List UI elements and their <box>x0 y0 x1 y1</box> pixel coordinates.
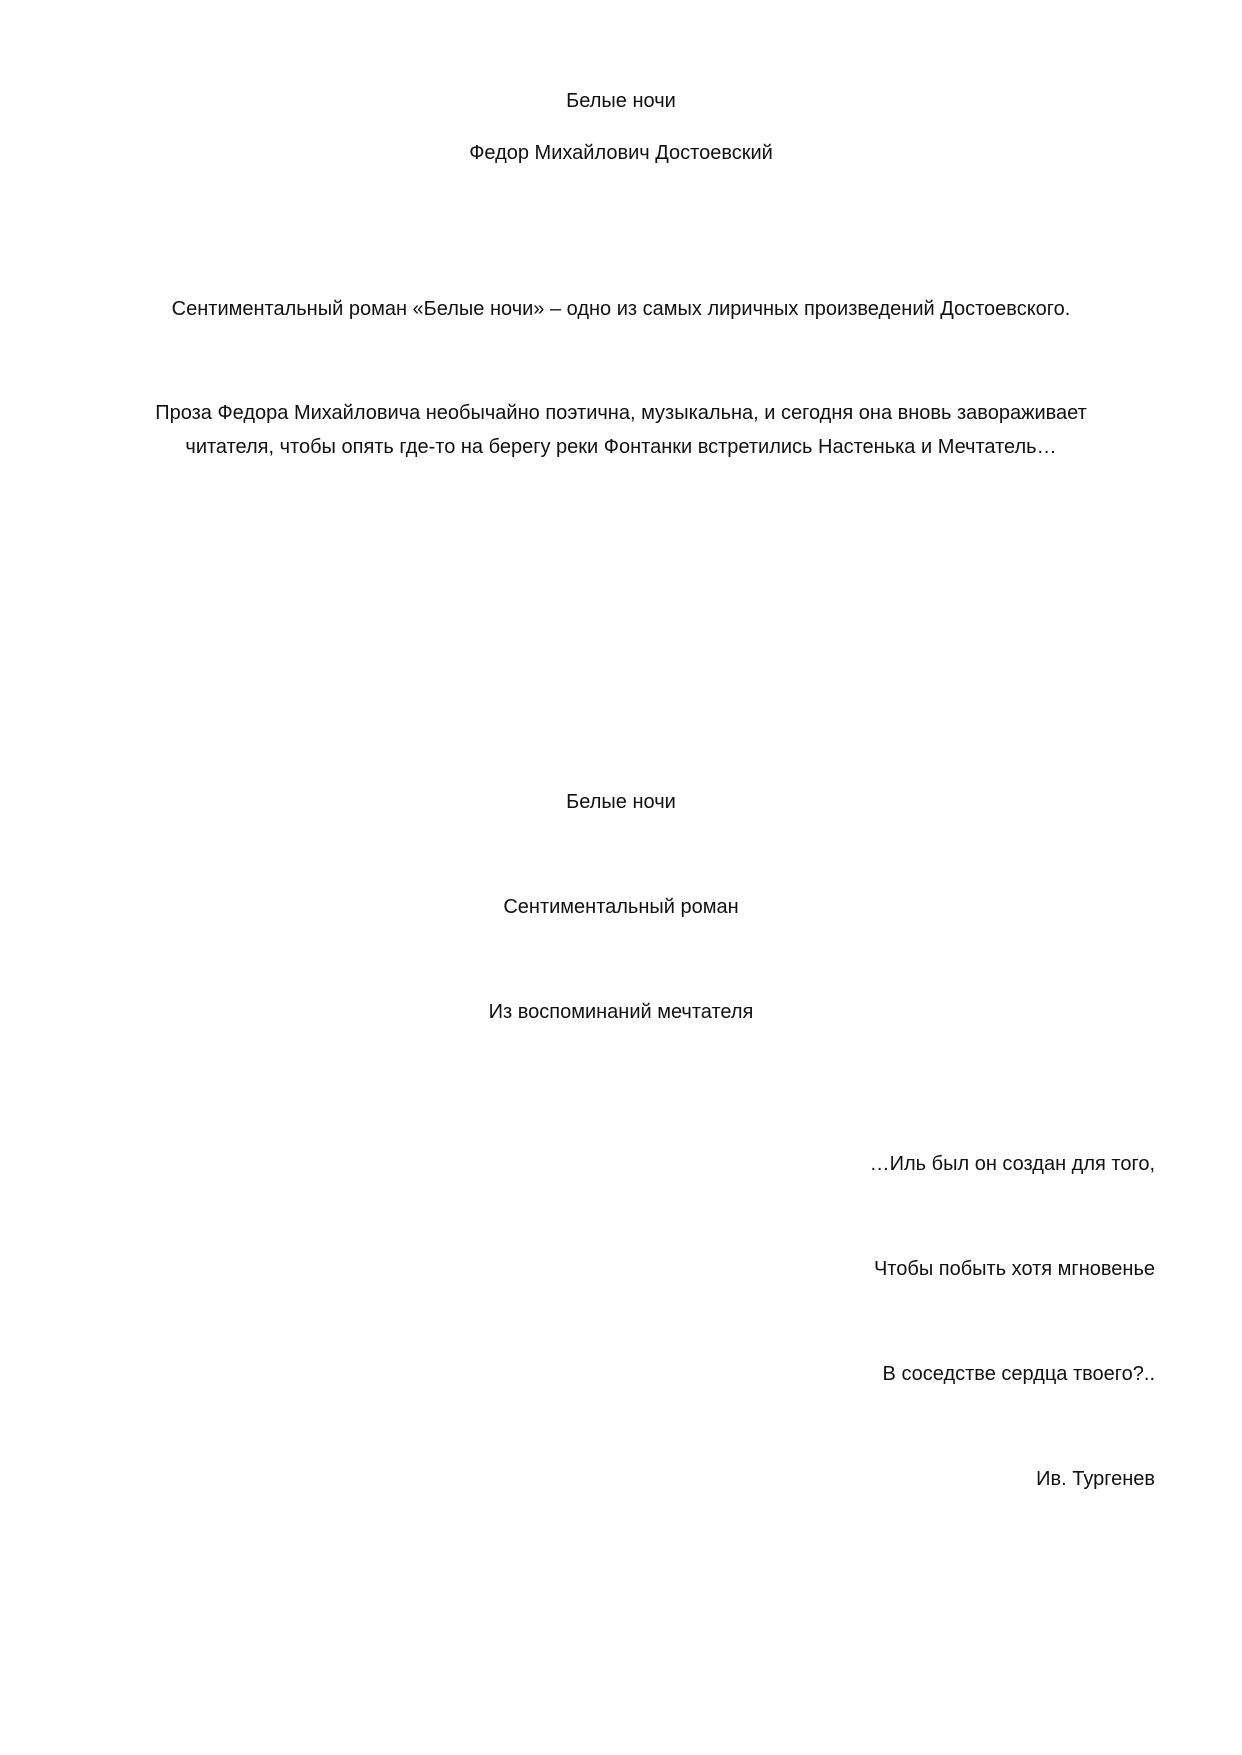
epigraph-line: Чтобы побыть хотя мгновенье <box>873 1258 1155 1280</box>
section-subheading: Из воспоминаний мечтателя <box>488 1001 754 1023</box>
annotation-lead: Сентиментальный роман «Белые ночи» – одно из самых лиричных произведений Достоевского. <box>171 298 1071 320</box>
section-title: Белые ночи <box>566 791 676 813</box>
annotation-line-1: Проза Федора Михайловича необычайно поэтична, музыкальна, и сегодня она вновь завораживает <box>155 402 1087 424</box>
annotation-line-2: читателя, чтобы опять где-то на берегу реки Фонтанки встретились Настенька и Мечтатель… <box>185 436 1057 458</box>
section-subtitle: Сентиментальный роман <box>503 896 739 918</box>
epigraph-line: В соседстве сердца твоего?.. <box>882 1363 1155 1385</box>
epigraph-line: …Иль был он создан для того, <box>869 1153 1155 1175</box>
book-title: Белые ночи <box>566 90 676 112</box>
epigraph-attribution: Ив. Тургенев <box>1036 1468 1155 1490</box>
book-author: Федор Михайлович Достоевский <box>469 142 773 164</box>
annotation-paragraph <box>100 396 1142 464</box>
